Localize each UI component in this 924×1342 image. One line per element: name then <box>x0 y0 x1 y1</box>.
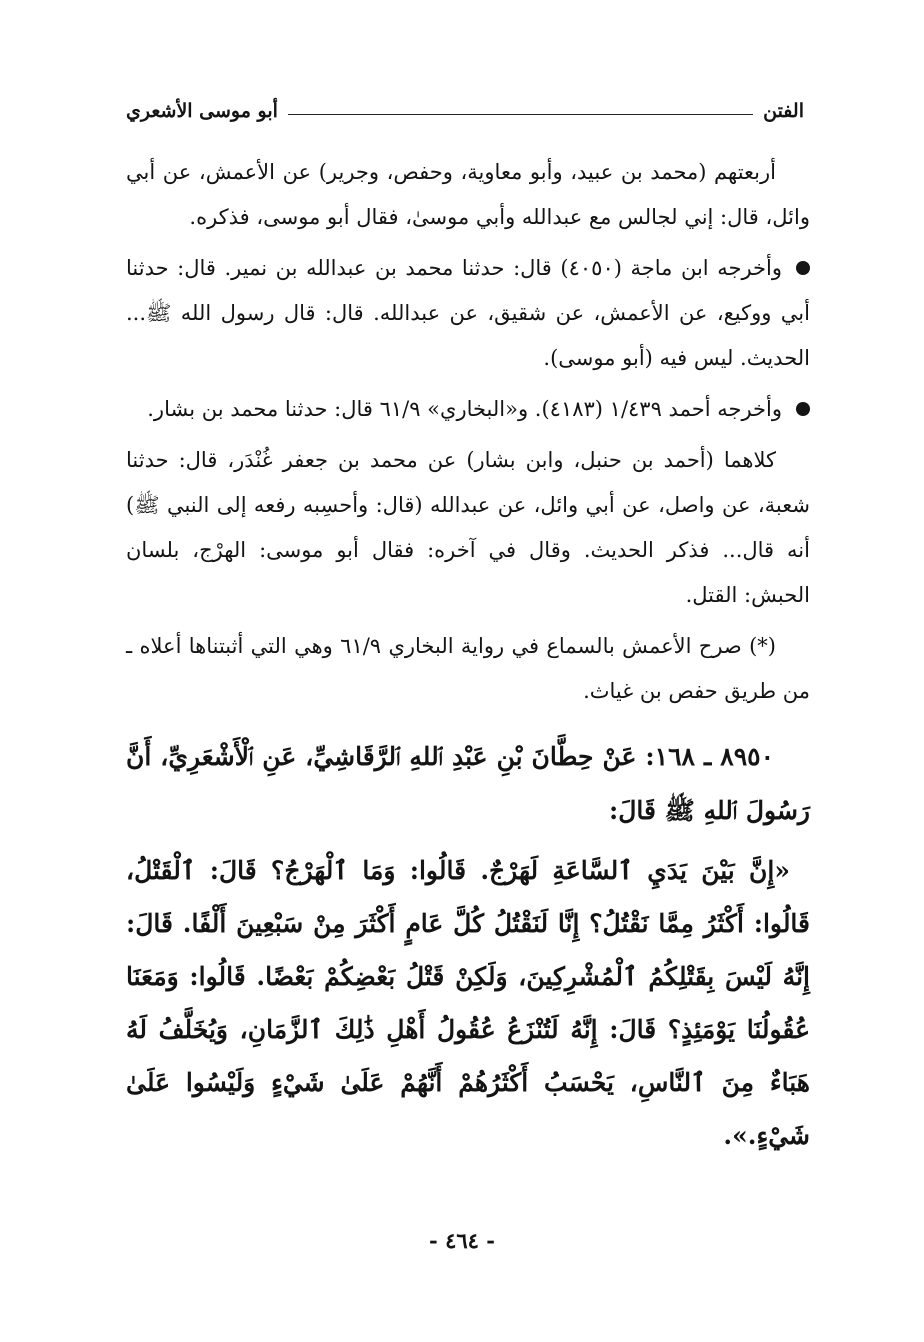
bullet-icon <box>796 261 810 275</box>
chapter-title: الفتن <box>763 100 804 122</box>
running-header <box>126 92 804 130</box>
ahmad-text: وأخرجه أحمد ١/٤٣٩ (٤١٨٣). و«البخاري» ٦١/٩ قال: حدثنا محمد بن بشار. <box>147 397 782 421</box>
companion-name: أبو موسى الأشعري <box>126 100 278 122</box>
ibn-majah-paragraph <box>126 246 810 381</box>
ahmad-paragraph <box>126 387 810 432</box>
page-number: - ٤٦٤ - <box>429 1228 495 1253</box>
ibn-majah-text: وأخرجه ابن ماجة (٤٠٥٠) قال: حدثنا محمد بن عبدالله بن نمير. قال: حدثنا أبي ووكيع، عن الأعمش، عن شقيق، عن عبدالله. قال: قال رسول الله ﷺ... الحديث. ليس فيه (أبو موسى). <box>126 256 810 370</box>
narrators-paragraph: أربعتهم (محمد بن عبيد، وأبو معاوية، وحفص، وجرير) عن الأعمش، عن أبي وائل، قال: إني لجالس مع عبدالله وأبي موسىٰ، فقال أبو موسى، فذكره. <box>126 160 810 229</box>
header-rule <box>288 114 753 115</box>
page-body <box>126 150 810 1162</box>
bullet-icon <box>796 402 810 416</box>
hadith-heading: ٨٩٥٠ ـ ١٦٨: عَنْ حِطَّانَ بْنِ عَبْدِ ٱللهِ ٱلرَّقَاشِيِّ، عَنِ ٱلْأَشْعَرِيِّ، أَنَّ رَسُولَ ٱللهِ ﷺ قَالَ: <box>126 742 810 825</box>
footnote-paragraph: (*) صرح الأعمش بالسماع في رواية البخاري ٦١/٩ وهي التي أثبتناها أعلاه ـ من طريق حفص بن غياث. <box>126 634 810 703</box>
hadith-text: «إِنَّ بَيْنَ يَدَيِ ٱلسَّاعَةِ لَهَرْجٌ. قَالُوا: وَمَا ٱلْهَرْجُ؟ قَالَ: ٱلْقَتْلُ، قَالُوا: أَكْثَرُ مِمَّا نَقْتُلُ؟ إِنَّا لَنَقْتُلُ كُلَّ عَامٍ أَكْثَرَ مِنْ سَبْعِينَ أَلْفًا. قَالَ: إِنَّهُ لَيْسَ بِقَتْلِكُمُ ٱلْمُشْرِكِينَ، وَلَكِنْ قَتْلُ بَعْضِكُمْ بَعْضًا. قَالُوا: وَمَعَنَا عُقُولُنَا يَوْمَئِذٍ؟ قَالَ: إِنَّهُ لَتُنْزَعُ عُقُولُ أَهْلِ ذَٰلِكَ ٱلزَّمَانِ، وَيُخَلَّفُ لَهُ هَبَاءٌ مِنَ ٱلنَّاسِ، يَحْسَبُ أَكْثَرُهُمْ أَنَّهُمْ عَلَىٰ شَيْءٍ وَلَيْسُوا عَلَىٰ شَيْءٍ.». <box>126 856 810 1150</box>
both-narrators-paragraph: كلاهما (أحمد بن حنبل، وابن بشار) عن محمد بن جعفر غُنْدَر، قال: حدثنا شعبة، عن واصل، عن أبي وائل، عن عبدالله (قال: وأحسِبه رفعه إلى النبي ﷺ) أنه قال... فذكر الحديث. وقال في آخره: فقال أبو موسى: الهرْج، بلسان الحبش: القتل. <box>126 448 810 607</box>
